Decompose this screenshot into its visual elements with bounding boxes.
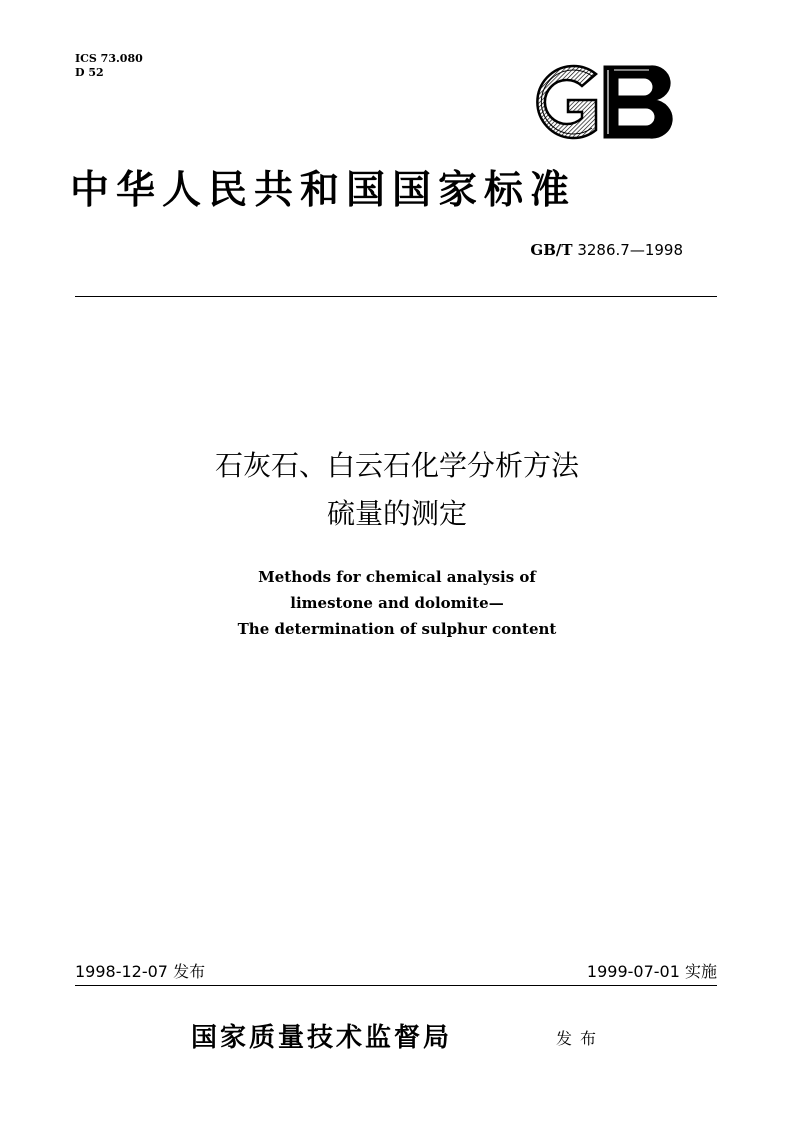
- standard-number-value: 3286.7—1998: [577, 241, 683, 259]
- bottom-divider: [75, 985, 717, 986]
- implementation-date: 1999-07-01 实施: [586, 962, 717, 981]
- ccs-code: D 52: [75, 66, 104, 79]
- chinese-title-line-1: 石灰石、白云石化学分析方法: [214, 449, 579, 482]
- ics-code: ICS 73.080: [75, 52, 143, 65]
- english-title-line-1: Methods for chemical analysis of: [258, 568, 536, 586]
- national-standard-title: 中华人民共和国国家标准: [70, 167, 577, 213]
- top-divider: [75, 296, 717, 297]
- publish-label: 发布: [556, 1029, 605, 1048]
- chinese-title-line-2: 硫量的测定: [326, 497, 467, 530]
- gb-standard-logo-icon: [522, 60, 680, 144]
- english-title-line-2: limestone and dolomite—: [290, 594, 504, 612]
- classification-codes: [75, 52, 143, 80]
- standard-number: [530, 240, 683, 260]
- issue-date: 1998-12-07 发布: [75, 962, 206, 981]
- standard-code: GB/T: [530, 241, 573, 259]
- english-title-line-3: The determination of sulphur content: [237, 620, 557, 638]
- publisher-name: 国家质量技术监督局: [191, 1023, 453, 1053]
